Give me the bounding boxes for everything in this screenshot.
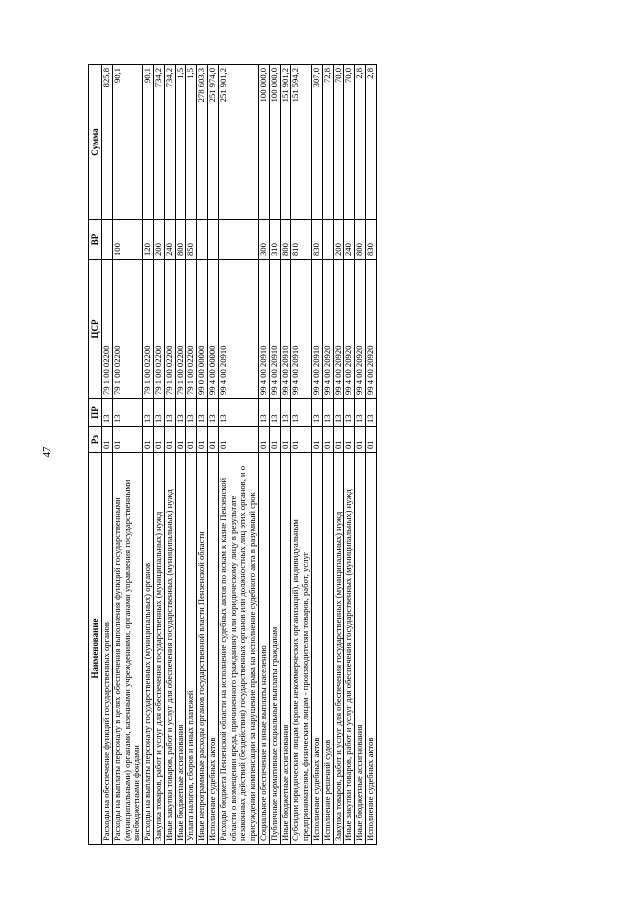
- cell-sum: 70,0: [344, 65, 355, 220]
- cell-sum: 1,5: [186, 65, 197, 220]
- cell-vr: 300: [258, 220, 269, 260]
- table-row: [197, 65, 208, 845]
- cell-pr: 13: [102, 399, 113, 427]
- header-rz: Рз: [89, 427, 102, 453]
- cell-pr: 13: [280, 399, 291, 427]
- table-row: [311, 65, 322, 845]
- cell-rz: 01: [207, 427, 218, 453]
- table-row: [269, 65, 280, 845]
- cell-sum: 2,8: [365, 65, 376, 220]
- cell-pr: 13: [197, 399, 208, 427]
- budget-table: [88, 64, 377, 845]
- cell-csr: 79 1 00 02200: [143, 260, 154, 399]
- cell-rz: 01: [355, 427, 366, 453]
- cell-name: Исполнение решений судов: [322, 453, 333, 845]
- cell-rz: 01: [175, 427, 186, 453]
- cell-name: Иные непрограммные расходы органов государственной власти Пензенской области: [197, 453, 208, 845]
- table-body: [102, 65, 377, 845]
- cell-csr: 79 1 00 02200: [164, 260, 175, 399]
- cell-vr: 800: [355, 220, 366, 260]
- cell-sum: 278 603,3: [197, 65, 208, 220]
- table-row: [153, 65, 164, 845]
- cell-pr: 13: [143, 399, 154, 427]
- cell-rz: 01: [344, 427, 355, 453]
- cell-name: Закупка товаров, работ и услуг для обеспечения государственных (муниципальных) нужд: [333, 453, 344, 845]
- cell-pr: 13: [322, 399, 333, 427]
- cell-rz: 01: [333, 427, 344, 453]
- cell-rz: 01: [197, 427, 208, 453]
- cell-pr: 13: [175, 399, 186, 427]
- cell-name: Исполнение судебных актов: [207, 453, 218, 845]
- cell-sum: 307,0: [311, 65, 322, 220]
- cell-vr: 830: [365, 220, 376, 260]
- cell-pr: 13: [258, 399, 269, 427]
- cell-pr: 13: [218, 399, 258, 427]
- cell-name: Иные бюджетные ассигнования: [175, 453, 186, 845]
- cell-rz: 01: [186, 427, 197, 453]
- cell-csr: 99 4 00 20920: [333, 260, 344, 399]
- cell-pr: 13: [365, 399, 376, 427]
- table-row: [164, 65, 175, 845]
- table-row: [355, 65, 366, 845]
- table-row: [143, 65, 154, 845]
- rotated-page-content: [88, 65, 377, 845]
- cell-name: Иные закупки товаров, работ и услуг для обеспечения государственных (муниципальных) нужд: [344, 453, 355, 845]
- cell-vr: 120: [143, 220, 154, 260]
- cell-vr: [322, 220, 333, 260]
- cell-csr: 99 4 00 20920: [344, 260, 355, 399]
- cell-sum: 100 000,0: [269, 65, 280, 220]
- cell-rz: 01: [153, 427, 164, 453]
- cell-sum: 1,5: [175, 65, 186, 220]
- cell-rz: 01: [291, 427, 312, 453]
- cell-csr: 79 1 00 02200: [102, 260, 113, 399]
- cell-sum: 151 901,2: [280, 65, 291, 220]
- header-pr: ПР: [89, 399, 102, 427]
- cell-name: Исполнение судебных актов: [365, 453, 376, 845]
- cell-sum: 251 901,2: [218, 65, 258, 220]
- cell-csr: 99 4 00 20910: [291, 260, 312, 399]
- cell-csr: 99 4 00 20910: [311, 260, 322, 399]
- cell-rz: 01: [269, 427, 280, 453]
- cell-vr: 240: [164, 220, 175, 260]
- cell-vr: 830: [311, 220, 322, 260]
- cell-sum: 151 594,2: [291, 65, 312, 220]
- table-row: [218, 65, 258, 845]
- table-row: [322, 65, 333, 845]
- cell-csr: 99 4 00 20920: [365, 260, 376, 399]
- cell-rz: 01: [311, 427, 322, 453]
- cell-name: Иные бюджетные ассигнования: [355, 453, 366, 845]
- cell-csr: 79 1 00 02200: [175, 260, 186, 399]
- page-number: 47: [41, 446, 53, 458]
- cell-csr: 99 4 00 20920: [322, 260, 333, 399]
- cell-pr: 13: [344, 399, 355, 427]
- cell-pr: 13: [333, 399, 344, 427]
- header-vr: ВР: [89, 220, 102, 260]
- cell-name: Расходы бюджета Пензенской области на исполнение судебных актов по искам к казне Пензенской области о возмещении вреда, причиненного гражданину или юридическому лицу в результате незаконных действий (бездействия) государственных органов или должностных лиц этих органов, и о присуждении компенсации за нарушение права на исполнение судебного акта в разумный срок: [218, 453, 258, 845]
- cell-rz: 01: [112, 427, 142, 453]
- cell-vr: [197, 220, 208, 260]
- cell-csr: 99 4 00 20910: [258, 260, 269, 399]
- cell-csr: 99 4 00 20910: [280, 260, 291, 399]
- cell-pr: 13: [164, 399, 175, 427]
- cell-rz: 01: [102, 427, 113, 453]
- cell-rz: 01: [280, 427, 291, 453]
- cell-rz: 01: [258, 427, 269, 453]
- cell-vr: 800: [280, 220, 291, 260]
- cell-vr: 310: [269, 220, 280, 260]
- cell-rz: 01: [365, 427, 376, 453]
- cell-pr: 13: [311, 399, 322, 427]
- cell-csr: 79 1 00 02200: [186, 260, 197, 399]
- table-row: [112, 65, 142, 845]
- cell-name: Расходы на выплаты персоналу в целях обеспечения выполнения функций государственными (муниципальными) органами, казенными учреждениями, органами управления государственными внебюджетными фондами: [112, 453, 142, 845]
- cell-name: Расходы на выплаты персоналу государственных (муниципальных) органов: [143, 453, 154, 845]
- table-row: [333, 65, 344, 845]
- cell-vr: 200: [333, 220, 344, 260]
- cell-sum: 70,0: [333, 65, 344, 220]
- cell-name: Иные закупки товаров, работ и услуг для обеспечения государственных (муниципальных) нужд: [164, 453, 175, 845]
- cell-name: Субсидии юридическим лицам (кроме некоммерческих организаций), индивидуальным предпринимателям, физическим лицам - производителям товаров, работ, услуг: [291, 453, 312, 845]
- cell-csr: 99 4 00 00000: [207, 260, 218, 399]
- table-header-row: [89, 65, 102, 845]
- cell-csr: 99 4 00 20910: [218, 260, 258, 399]
- cell-vr: [207, 220, 218, 260]
- cell-pr: 13: [112, 399, 142, 427]
- cell-name: Социальное обеспечение и иные выплаты населению: [258, 453, 269, 845]
- cell-vr: 850: [186, 220, 197, 260]
- cell-pr: 13: [186, 399, 197, 427]
- table-row: [344, 65, 355, 845]
- cell-vr: 100: [112, 220, 142, 260]
- cell-sum: 90,1: [112, 65, 142, 220]
- cell-sum: 2,8: [355, 65, 366, 220]
- cell-vr: [102, 220, 113, 260]
- cell-sum: 734,2: [153, 65, 164, 220]
- header-csr: ЦСР: [89, 260, 102, 399]
- cell-name: Иные бюджетные ассигнования: [280, 453, 291, 845]
- cell-sum: 825,8: [102, 65, 113, 220]
- table-row: [280, 65, 291, 845]
- cell-vr: 800: [175, 220, 186, 260]
- cell-pr: 13: [291, 399, 312, 427]
- cell-name: Публичные нормативные социальные выплаты гражданам: [269, 453, 280, 845]
- cell-sum: 734,2: [164, 65, 175, 220]
- cell-sum: 251 974,0: [207, 65, 218, 220]
- cell-name: Закупка товаров, работ и услуг для обеспечения государственных (муниципальных) нужд: [153, 453, 164, 845]
- cell-csr: 99 4 00 20920: [355, 260, 366, 399]
- cell-rz: 01: [218, 427, 258, 453]
- cell-sum: 90,1: [143, 65, 154, 220]
- cell-name: Расходы на обеспечение функций государственных органов: [102, 453, 113, 845]
- cell-csr: 99 0 00 00000: [197, 260, 208, 399]
- cell-rz: 01: [143, 427, 154, 453]
- cell-vr: [218, 220, 258, 260]
- cell-vr: 240: [344, 220, 355, 260]
- cell-pr: 13: [269, 399, 280, 427]
- table-row: [291, 65, 312, 845]
- cell-name: Уплата налогов, сборов и иных платежей: [186, 453, 197, 845]
- cell-sum: 100 000,0: [258, 65, 269, 220]
- cell-csr: 79 1 00 02200: [153, 260, 164, 399]
- cell-vr: 810: [291, 220, 312, 260]
- cell-rz: 01: [164, 427, 175, 453]
- table-row: [207, 65, 218, 845]
- table-row: [175, 65, 186, 845]
- cell-rz: 01: [322, 427, 333, 453]
- cell-pr: 13: [207, 399, 218, 427]
- table-row: [365, 65, 376, 845]
- cell-pr: 13: [355, 399, 366, 427]
- cell-csr: 79 1 00 02200: [112, 260, 142, 399]
- cell-vr: 200: [153, 220, 164, 260]
- table-row: [102, 65, 113, 845]
- cell-name: Исполнение судебных актов: [311, 453, 322, 845]
- cell-pr: 13: [153, 399, 164, 427]
- table-row: [186, 65, 197, 845]
- header-sum: Сумма: [89, 65, 102, 220]
- table-row: [258, 65, 269, 845]
- cell-sum: 72,8: [322, 65, 333, 220]
- cell-csr: 99 4 00 20910: [269, 260, 280, 399]
- header-name: Наименование: [89, 453, 102, 845]
